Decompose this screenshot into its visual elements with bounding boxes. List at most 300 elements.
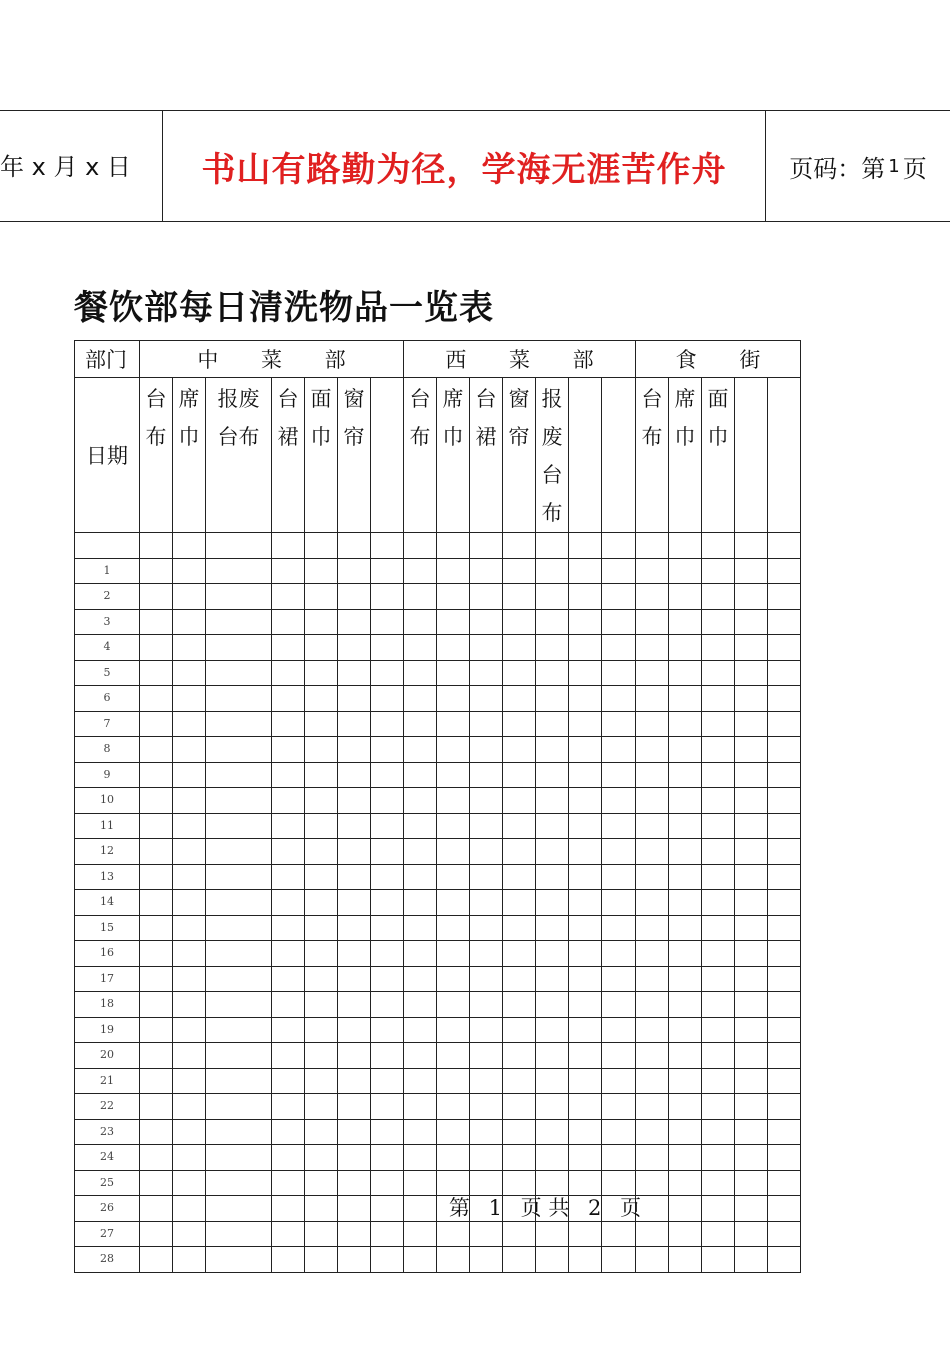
- entry-cell[interactable]: [404, 609, 437, 635]
- entry-cell[interactable]: [636, 1145, 669, 1171]
- entry-cell[interactable]: [173, 915, 206, 941]
- entry-cell[interactable]: [404, 686, 437, 712]
- entry-cell[interactable]: [371, 660, 404, 686]
- entry-cell[interactable]: [602, 737, 636, 763]
- entry-cell[interactable]: [602, 635, 636, 661]
- entry-cell[interactable]: [437, 1247, 470, 1273]
- entry-cell[interactable]: [404, 864, 437, 890]
- entry-cell[interactable]: [404, 737, 437, 763]
- entry-cell[interactable]: [470, 864, 503, 890]
- entry-cell[interactable]: [437, 660, 470, 686]
- entry-cell[interactable]: [602, 1068, 636, 1094]
- entry-cell[interactable]: [536, 890, 569, 916]
- entry-cell[interactable]: [371, 941, 404, 967]
- entry-cell[interactable]: [140, 533, 173, 559]
- entry-cell[interactable]: [569, 635, 602, 661]
- entry-cell[interactable]: [569, 839, 602, 865]
- entry-cell[interactable]: [437, 762, 470, 788]
- entry-cell[interactable]: [140, 1119, 173, 1145]
- entry-cell[interactable]: [669, 864, 702, 890]
- entry-cell[interactable]: [735, 1221, 768, 1247]
- entry-cell[interactable]: [305, 609, 338, 635]
- entry-cell[interactable]: [173, 1068, 206, 1094]
- entry-cell[interactable]: [404, 1017, 437, 1043]
- entry-cell[interactable]: [305, 966, 338, 992]
- entry-cell[interactable]: [305, 1119, 338, 1145]
- entry-cell[interactable]: [768, 966, 801, 992]
- entry-cell[interactable]: [338, 915, 371, 941]
- entry-cell[interactable]: [437, 915, 470, 941]
- entry-cell[interactable]: [503, 864, 536, 890]
- entry-cell[interactable]: [503, 686, 536, 712]
- entry-cell[interactable]: [470, 1043, 503, 1069]
- entry-cell[interactable]: [305, 558, 338, 584]
- entry-cell[interactable]: [735, 941, 768, 967]
- entry-cell[interactable]: [669, 992, 702, 1018]
- entry-cell[interactable]: [536, 737, 569, 763]
- entry-cell[interactable]: [735, 1145, 768, 1171]
- entry-cell[interactable]: [173, 1094, 206, 1120]
- entry-cell[interactable]: [503, 1221, 536, 1247]
- entry-cell[interactable]: [140, 915, 173, 941]
- entry-cell[interactable]: [338, 992, 371, 1018]
- entry-cell[interactable]: [404, 1119, 437, 1145]
- entry-cell[interactable]: [470, 966, 503, 992]
- entry-cell[interactable]: [768, 813, 801, 839]
- entry-cell[interactable]: [470, 686, 503, 712]
- entry-cell[interactable]: [338, 609, 371, 635]
- entry-cell[interactable]: [702, 1068, 735, 1094]
- entry-cell[interactable]: [735, 558, 768, 584]
- entry-cell[interactable]: [272, 711, 305, 737]
- entry-cell[interactable]: [272, 558, 305, 584]
- entry-cell[interactable]: [140, 584, 173, 610]
- entry-cell[interactable]: [437, 1094, 470, 1120]
- entry-cell[interactable]: [305, 1043, 338, 1069]
- entry-cell[interactable]: [602, 762, 636, 788]
- entry-cell[interactable]: [536, 1043, 569, 1069]
- entry-cell[interactable]: [636, 941, 669, 967]
- entry-cell[interactable]: [569, 788, 602, 814]
- entry-cell[interactable]: [140, 660, 173, 686]
- entry-cell[interactable]: [404, 839, 437, 865]
- entry-cell[interactable]: [272, 533, 305, 559]
- entry-cell[interactable]: [735, 1043, 768, 1069]
- entry-cell[interactable]: [768, 635, 801, 661]
- entry-cell[interactable]: [437, 992, 470, 1018]
- entry-cell[interactable]: [371, 992, 404, 1018]
- entry-cell[interactable]: [470, 890, 503, 916]
- entry-cell[interactable]: [636, 966, 669, 992]
- entry-cell[interactable]: [272, 1247, 305, 1273]
- entry-cell[interactable]: [669, 788, 702, 814]
- entry-cell[interactable]: [669, 1145, 702, 1171]
- entry-cell[interactable]: [272, 992, 305, 1018]
- entry-cell[interactable]: [305, 1017, 338, 1043]
- entry-cell[interactable]: [569, 1145, 602, 1171]
- entry-cell[interactable]: [768, 686, 801, 712]
- entry-cell[interactable]: [371, 737, 404, 763]
- entry-cell[interactable]: [173, 788, 206, 814]
- entry-cell[interactable]: [669, 1247, 702, 1273]
- entry-cell[interactable]: [206, 1119, 272, 1145]
- entry-cell[interactable]: [536, 533, 569, 559]
- entry-cell[interactable]: [602, 839, 636, 865]
- entry-cell[interactable]: [371, 1247, 404, 1273]
- entry-cell[interactable]: [305, 941, 338, 967]
- entry-cell[interactable]: [173, 813, 206, 839]
- entry-cell[interactable]: [536, 839, 569, 865]
- entry-cell[interactable]: [338, 1145, 371, 1171]
- entry-cell[interactable]: [768, 533, 801, 559]
- entry-cell[interactable]: [272, 839, 305, 865]
- entry-cell[interactable]: [206, 584, 272, 610]
- entry-cell[interactable]: [140, 686, 173, 712]
- entry-cell[interactable]: [536, 1221, 569, 1247]
- entry-cell[interactable]: [702, 711, 735, 737]
- entry-cell[interactable]: [735, 890, 768, 916]
- entry-cell[interactable]: [735, 584, 768, 610]
- entry-cell[interactable]: [338, 711, 371, 737]
- entry-cell[interactable]: [404, 558, 437, 584]
- entry-cell[interactable]: [602, 1094, 636, 1120]
- entry-cell[interactable]: [536, 966, 569, 992]
- entry-cell[interactable]: [437, 533, 470, 559]
- entry-cell[interactable]: [669, 1043, 702, 1069]
- entry-cell[interactable]: [272, 584, 305, 610]
- entry-cell[interactable]: [636, 1094, 669, 1120]
- entry-cell[interactable]: [602, 864, 636, 890]
- entry-cell[interactable]: [437, 788, 470, 814]
- entry-cell[interactable]: [735, 813, 768, 839]
- entry-cell[interactable]: [569, 1043, 602, 1069]
- entry-cell[interactable]: [569, 711, 602, 737]
- entry-cell[interactable]: [503, 584, 536, 610]
- entry-cell[interactable]: [305, 711, 338, 737]
- entry-cell[interactable]: [768, 558, 801, 584]
- entry-cell[interactable]: [735, 686, 768, 712]
- entry-cell[interactable]: [371, 762, 404, 788]
- entry-cell[interactable]: [305, 915, 338, 941]
- entry-cell[interactable]: [305, 992, 338, 1018]
- entry-cell[interactable]: [272, 1043, 305, 1069]
- entry-cell[interactable]: [470, 1145, 503, 1171]
- entry-cell[interactable]: [272, 1094, 305, 1120]
- entry-cell[interactable]: [470, 584, 503, 610]
- entry-cell[interactable]: [536, 941, 569, 967]
- entry-cell[interactable]: [140, 609, 173, 635]
- entry-cell[interactable]: [602, 711, 636, 737]
- entry-cell[interactable]: [735, 660, 768, 686]
- entry-cell[interactable]: [272, 915, 305, 941]
- entry-cell[interactable]: [702, 1247, 735, 1273]
- entry-cell[interactable]: [702, 813, 735, 839]
- entry-cell[interactable]: [206, 1068, 272, 1094]
- entry-cell[interactable]: [206, 533, 272, 559]
- entry-cell[interactable]: [636, 762, 669, 788]
- entry-cell[interactable]: [735, 533, 768, 559]
- entry-cell[interactable]: [503, 609, 536, 635]
- entry-cell[interactable]: [140, 966, 173, 992]
- entry-cell[interactable]: [636, 660, 669, 686]
- entry-cell[interactable]: [768, 1145, 801, 1171]
- entry-cell[interactable]: [702, 839, 735, 865]
- entry-cell[interactable]: [602, 686, 636, 712]
- entry-cell[interactable]: [437, 584, 470, 610]
- entry-cell[interactable]: [536, 660, 569, 686]
- entry-cell[interactable]: [140, 1247, 173, 1273]
- entry-cell[interactable]: [305, 762, 338, 788]
- entry-cell[interactable]: [338, 533, 371, 559]
- entry-cell[interactable]: [437, 635, 470, 661]
- entry-cell[interactable]: [173, 762, 206, 788]
- entry-cell[interactable]: [140, 992, 173, 1018]
- entry-cell[interactable]: [437, 813, 470, 839]
- entry-cell[interactable]: [768, 1221, 801, 1247]
- entry-cell[interactable]: [305, 737, 338, 763]
- entry-cell[interactable]: [437, 839, 470, 865]
- entry-cell[interactable]: [371, 915, 404, 941]
- entry-cell[interactable]: [305, 533, 338, 559]
- entry-cell[interactable]: [636, 609, 669, 635]
- entry-cell[interactable]: [470, 1247, 503, 1273]
- entry-cell[interactable]: [602, 558, 636, 584]
- entry-cell[interactable]: [735, 1094, 768, 1120]
- entry-cell[interactable]: [768, 711, 801, 737]
- entry-cell[interactable]: [536, 711, 569, 737]
- entry-cell[interactable]: [404, 1145, 437, 1171]
- entry-cell[interactable]: [206, 1145, 272, 1171]
- entry-cell[interactable]: [669, 966, 702, 992]
- entry-cell[interactable]: [768, 762, 801, 788]
- entry-cell[interactable]: [702, 1145, 735, 1171]
- entry-cell[interactable]: [569, 813, 602, 839]
- entry-cell[interactable]: [272, 813, 305, 839]
- entry-cell[interactable]: [338, 737, 371, 763]
- entry-cell[interactable]: [636, 890, 669, 916]
- entry-cell[interactable]: [503, 533, 536, 559]
- entry-cell[interactable]: [338, 864, 371, 890]
- entry-cell[interactable]: [602, 584, 636, 610]
- entry-cell[interactable]: [173, 992, 206, 1018]
- entry-cell[interactable]: [569, 992, 602, 1018]
- entry-cell[interactable]: [702, 915, 735, 941]
- entry-cell[interactable]: [140, 839, 173, 865]
- entry-cell[interactable]: [536, 864, 569, 890]
- entry-cell[interactable]: [173, 1145, 206, 1171]
- entry-cell[interactable]: [702, 1119, 735, 1145]
- entry-cell[interactable]: [569, 966, 602, 992]
- entry-cell[interactable]: [140, 890, 173, 916]
- entry-cell[interactable]: [470, 1119, 503, 1145]
- entry-cell[interactable]: [173, 558, 206, 584]
- entry-cell[interactable]: [669, 1094, 702, 1120]
- entry-cell[interactable]: [338, 839, 371, 865]
- entry-cell[interactable]: [569, 1068, 602, 1094]
- entry-cell[interactable]: [768, 1119, 801, 1145]
- entry-cell[interactable]: [602, 890, 636, 916]
- entry-cell[interactable]: [536, 915, 569, 941]
- entry-cell[interactable]: [470, 1068, 503, 1094]
- entry-cell[interactable]: [636, 533, 669, 559]
- entry-cell[interactable]: [470, 1094, 503, 1120]
- entry-cell[interactable]: [569, 941, 602, 967]
- entry-cell[interactable]: [569, 558, 602, 584]
- entry-cell[interactable]: [569, 1119, 602, 1145]
- entry-cell[interactable]: [768, 941, 801, 967]
- entry-cell[interactable]: [735, 737, 768, 763]
- entry-cell[interactable]: [305, 1068, 338, 1094]
- entry-cell[interactable]: [404, 711, 437, 737]
- entry-cell[interactable]: [702, 686, 735, 712]
- entry-cell[interactable]: [503, 1017, 536, 1043]
- entry-cell[interactable]: [338, 788, 371, 814]
- entry-cell[interactable]: [206, 1043, 272, 1069]
- entry-cell[interactable]: [371, 686, 404, 712]
- entry-cell[interactable]: [140, 813, 173, 839]
- entry-cell[interactable]: [503, 660, 536, 686]
- entry-cell[interactable]: [173, 609, 206, 635]
- entry-cell[interactable]: [305, 660, 338, 686]
- entry-cell[interactable]: [371, 1017, 404, 1043]
- entry-cell[interactable]: [602, 992, 636, 1018]
- entry-cell[interactable]: [305, 890, 338, 916]
- entry-cell[interactable]: [338, 941, 371, 967]
- entry-cell[interactable]: [569, 737, 602, 763]
- entry-cell[interactable]: [272, 737, 305, 763]
- entry-cell[interactable]: [338, 1247, 371, 1273]
- entry-cell[interactable]: [173, 1017, 206, 1043]
- entry-cell[interactable]: [768, 915, 801, 941]
- entry-cell[interactable]: [206, 864, 272, 890]
- entry-cell[interactable]: [338, 890, 371, 916]
- entry-cell[interactable]: [371, 839, 404, 865]
- entry-cell[interactable]: [338, 1043, 371, 1069]
- entry-cell[interactable]: [536, 992, 569, 1018]
- entry-cell[interactable]: [404, 813, 437, 839]
- entry-cell[interactable]: [404, 635, 437, 661]
- entry-cell[interactable]: [569, 609, 602, 635]
- entry-cell[interactable]: [536, 788, 569, 814]
- entry-cell[interactable]: [669, 915, 702, 941]
- entry-cell[interactable]: [272, 660, 305, 686]
- entry-cell[interactable]: [437, 1068, 470, 1094]
- entry-cell[interactable]: [338, 1094, 371, 1120]
- entry-cell[interactable]: [503, 890, 536, 916]
- entry-cell[interactable]: [636, 1043, 669, 1069]
- entry-cell[interactable]: [173, 1247, 206, 1273]
- entry-cell[interactable]: [206, 635, 272, 661]
- entry-cell[interactable]: [173, 890, 206, 916]
- entry-cell[interactable]: [702, 992, 735, 1018]
- entry-cell[interactable]: [735, 762, 768, 788]
- entry-cell[interactable]: [702, 864, 735, 890]
- entry-cell[interactable]: [768, 609, 801, 635]
- entry-cell[interactable]: [371, 1043, 404, 1069]
- entry-cell[interactable]: [305, 788, 338, 814]
- entry-cell[interactable]: [140, 1221, 173, 1247]
- entry-cell[interactable]: [305, 635, 338, 661]
- entry-cell[interactable]: [404, 660, 437, 686]
- entry-cell[interactable]: [768, 1043, 801, 1069]
- entry-cell[interactable]: [404, 788, 437, 814]
- entry-cell[interactable]: [173, 1043, 206, 1069]
- entry-cell[interactable]: [636, 992, 669, 1018]
- entry-cell[interactable]: [702, 1043, 735, 1069]
- entry-cell[interactable]: [669, 609, 702, 635]
- entry-cell[interactable]: [636, 1068, 669, 1094]
- entry-cell[interactable]: [470, 711, 503, 737]
- entry-cell[interactable]: [503, 711, 536, 737]
- entry-cell[interactable]: [735, 966, 768, 992]
- entry-cell[interactable]: [569, 1247, 602, 1273]
- entry-cell[interactable]: [735, 609, 768, 635]
- entry-cell[interactable]: [338, 1221, 371, 1247]
- entry-cell[interactable]: [702, 558, 735, 584]
- entry-cell[interactable]: [140, 737, 173, 763]
- entry-cell[interactable]: [338, 966, 371, 992]
- entry-cell[interactable]: [503, 635, 536, 661]
- entry-cell[interactable]: [140, 711, 173, 737]
- entry-cell[interactable]: [404, 992, 437, 1018]
- entry-cell[interactable]: [206, 609, 272, 635]
- entry-cell[interactable]: [669, 762, 702, 788]
- entry-cell[interactable]: [569, 864, 602, 890]
- entry-cell[interactable]: [272, 686, 305, 712]
- entry-cell[interactable]: [470, 941, 503, 967]
- entry-cell[interactable]: [470, 915, 503, 941]
- entry-cell[interactable]: [206, 813, 272, 839]
- entry-cell[interactable]: [768, 1247, 801, 1273]
- entry-cell[interactable]: [602, 915, 636, 941]
- entry-cell[interactable]: [735, 1017, 768, 1043]
- entry-cell[interactable]: [437, 1043, 470, 1069]
- entry-cell[interactable]: [768, 890, 801, 916]
- entry-cell[interactable]: [371, 788, 404, 814]
- entry-cell[interactable]: [702, 584, 735, 610]
- entry-cell[interactable]: [206, 686, 272, 712]
- entry-cell[interactable]: [305, 1145, 338, 1171]
- entry-cell[interactable]: [338, 635, 371, 661]
- entry-cell[interactable]: [569, 1017, 602, 1043]
- entry-cell[interactable]: [735, 1247, 768, 1273]
- entry-cell[interactable]: [536, 1094, 569, 1120]
- entry-cell[interactable]: [569, 584, 602, 610]
- entry-cell[interactable]: [536, 584, 569, 610]
- entry-cell[interactable]: [636, 839, 669, 865]
- entry-cell[interactable]: [669, 558, 702, 584]
- entry-cell[interactable]: [305, 813, 338, 839]
- entry-cell[interactable]: [437, 609, 470, 635]
- entry-cell[interactable]: [536, 1068, 569, 1094]
- entry-cell[interactable]: [305, 839, 338, 865]
- entry-cell[interactable]: [768, 1017, 801, 1043]
- entry-cell[interactable]: [503, 813, 536, 839]
- entry-cell[interactable]: [437, 1017, 470, 1043]
- entry-cell[interactable]: [768, 788, 801, 814]
- entry-cell[interactable]: [173, 635, 206, 661]
- entry-cell[interactable]: [173, 839, 206, 865]
- entry-cell[interactable]: [140, 635, 173, 661]
- entry-cell[interactable]: [768, 839, 801, 865]
- entry-cell[interactable]: [602, 788, 636, 814]
- entry-cell[interactable]: [437, 864, 470, 890]
- entry-cell[interactable]: [768, 660, 801, 686]
- entry-cell[interactable]: [669, 711, 702, 737]
- entry-cell[interactable]: [173, 1221, 206, 1247]
- entry-cell[interactable]: [470, 635, 503, 661]
- entry-cell[interactable]: [206, 1017, 272, 1043]
